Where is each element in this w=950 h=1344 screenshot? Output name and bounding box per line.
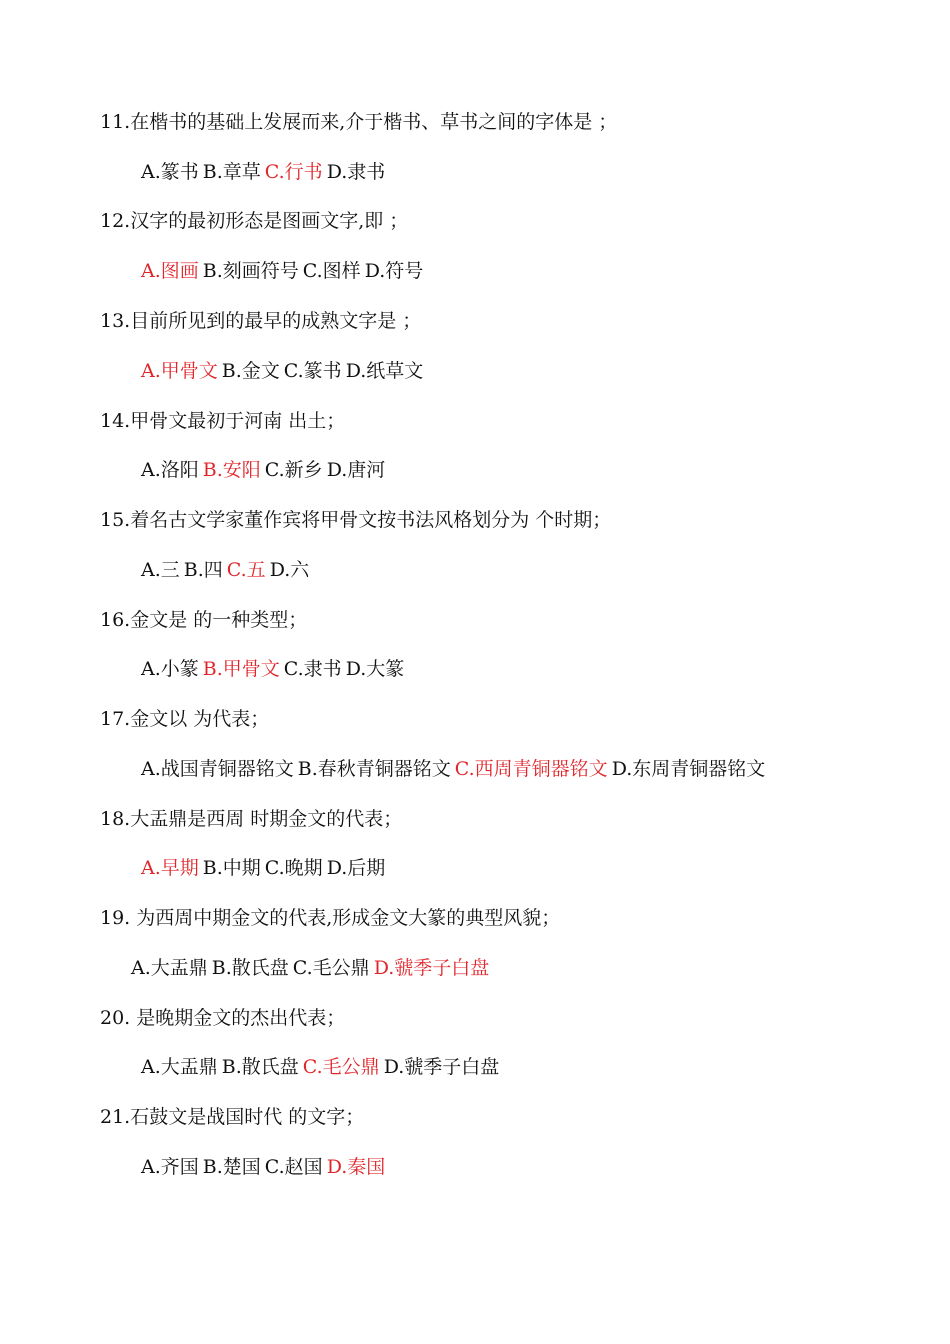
option-b: B.刻画符号	[202, 260, 299, 282]
options-19	[131, 955, 489, 981]
option-d-correct: D.秦国	[326, 1156, 386, 1178]
option-b: B.金文	[221, 360, 280, 382]
option-a-correct: A.早期	[141, 857, 199, 879]
option-a-correct: A.图画	[141, 260, 199, 282]
option-d: D.虢季子白盘	[383, 1056, 500, 1078]
option-b: B.楚国	[202, 1156, 261, 1178]
option-d: D.隶书	[326, 161, 386, 183]
options-12	[141, 258, 423, 284]
option-d: D.大篆	[345, 658, 405, 680]
question-18: 18.大盂鼎是西周 时期金文的代表；	[100, 808, 403, 830]
option-a: A.齐国	[141, 1156, 199, 1178]
option-a: A.大盂鼎	[131, 957, 208, 979]
option-a: A.篆书	[141, 161, 199, 183]
option-c: C.赵国	[264, 1156, 323, 1178]
option-b: B.春秋青铜器铭文	[297, 758, 451, 780]
question-17: 17.金文以 为代表；	[100, 708, 270, 730]
option-d: D.唐河	[326, 459, 386, 481]
question-21: 21.石鼓文是战国时代 的文字；	[100, 1106, 365, 1128]
options-21	[141, 1154, 385, 1180]
options-14	[141, 457, 385, 483]
option-c-correct: C.毛公鼎	[302, 1056, 380, 1078]
options-18	[141, 855, 385, 881]
options-17	[141, 756, 765, 782]
question-14: 14.甲骨文最初于河南 出土；	[100, 410, 346, 432]
option-a: A.三	[141, 559, 180, 581]
options-13	[141, 358, 423, 384]
options-16	[141, 656, 404, 682]
option-a: A.小篆	[141, 658, 199, 680]
option-d-correct: D.虢季子白盘	[373, 957, 490, 979]
option-c: C.篆书	[283, 360, 342, 382]
question-12: 12.汉字的最初形态是图画文字,即 ；	[100, 210, 409, 232]
question-20: 20. 是晚期金文的杰出代表；	[100, 1007, 346, 1029]
question-15: 15.着名古文学家董作宾将甲骨文按书法风格划分为 个时期；	[100, 509, 612, 531]
option-b-correct: B.甲骨文	[202, 658, 280, 680]
option-a: A.洛阳	[141, 459, 199, 481]
option-b: B.章草	[202, 161, 261, 183]
question-16: 16.金文是 的一种类型；	[100, 609, 308, 631]
option-c: C.毛公鼎	[292, 957, 370, 979]
option-b: B.四	[183, 559, 223, 581]
option-a: A.大盂鼎	[141, 1056, 218, 1078]
option-d: D.六	[269, 559, 310, 581]
option-b: B.散氏盘	[221, 1056, 299, 1078]
option-d: D.纸草文	[345, 360, 424, 382]
question-19: 19. 为西周中期金文的代表,形成金文大篆的典型风貌；	[100, 907, 561, 929]
option-a: A.战国青铜器铭文	[141, 758, 294, 780]
options-15	[141, 557, 309, 583]
option-d: D.符号	[364, 260, 424, 282]
option-c: C.图样	[302, 260, 361, 282]
option-c-correct: C.西周青铜器铭文	[454, 758, 608, 780]
option-b-correct: B.安阳	[202, 459, 261, 481]
option-c: C.晚期	[264, 857, 323, 879]
options-11	[141, 159, 385, 185]
question-11: 11.在楷书的基础上发展而来,介于楷书、草书之间的字体是 ；	[100, 111, 618, 133]
option-c-correct: C.五	[226, 559, 266, 581]
option-b: B.散氏盘	[211, 957, 289, 979]
option-d: D.后期	[326, 857, 386, 879]
option-c-correct: C.行书	[264, 161, 323, 183]
option-d: D.东周青铜器铭文	[611, 758, 766, 780]
question-13: 13.目前所见到的最早的成熟文字是 ；	[100, 310, 422, 332]
option-c: C.隶书	[283, 658, 342, 680]
option-a-correct: A.甲骨文	[141, 360, 218, 382]
option-c: C.新乡	[264, 459, 323, 481]
option-b: B.中期	[202, 857, 261, 879]
options-20	[141, 1054, 499, 1080]
